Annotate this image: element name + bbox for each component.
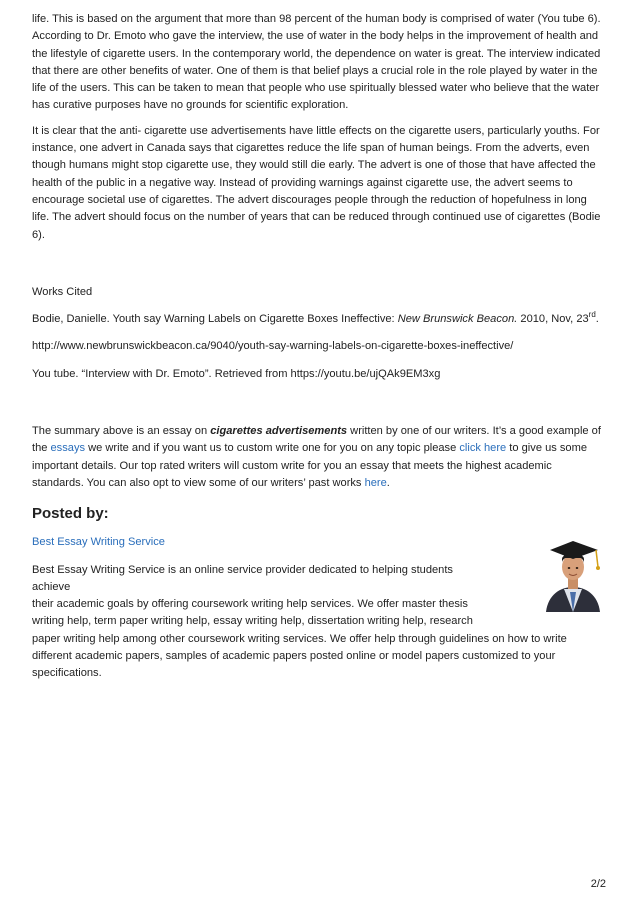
summary-paragraph [32, 423, 606, 492]
essays-link[interactable]: essays [50, 442, 86, 455]
bio-rest: paper writing help among other coursework writing services. We offer help through guidelines on how to write different academic papers, samples of academic papers posted online or model papers customized to your specifications. [32, 632, 567, 680]
author-link[interactable]: Best Essay Writing Service [32, 536, 165, 549]
document-page [32, 11, 606, 683]
summary-text-1: The summary above is an essay on [32, 425, 211, 438]
page-number: 2/2 [590, 878, 606, 890]
citation-url: http://www.newbrunswickbeacon.ca/9040/youth-say-warning-labels-on-cigarette-boxes-ineffective/ [32, 340, 514, 353]
citation-bodie-date: 2010, Nov, 23 [517, 313, 589, 326]
citation-bodie-title: New Brunswick Beacon. [397, 313, 518, 326]
bio-line-1: Best Essay Writing Service is an online service provider dedicated to helping students achieve [32, 563, 453, 593]
summary-text-4: to give us some important details. Our top rated writers will custom write for you an essay that meets the highest academic standards. You can also opt to view some of our writers’ past works [32, 442, 587, 489]
body-paragraph-1: life. This is based on the argument that more than 98 percent of the human body is comprised of water (You tube 6). According to Dr. Emoto who gave the interview, the use of water in the body helps in the improvement of health and the lifestyle of cigarette users. In the contemporary world, the dependence on water is great. The interview indicated that there are other benefits of water. One of them is that belief plays a crucial role in the role played by water in the life of the users. This can be taken to mean that people who use spiritually blessed water who believe that the water has curative purposes have no grounds for scientific exploration. [32, 13, 601, 112]
citation-youtube: You tube. “Interview with Dr. Emoto”. Retrieved from https://youtu.be/ujQAk9EM3xg [32, 367, 441, 380]
summary-text-5: . [386, 476, 390, 489]
author-avatar [540, 537, 606, 612]
summary-text-2: written by one of our writers. It’s a good example of the [32, 425, 601, 455]
summary-text-3: we write and if you want us to custom write one for you on any topic please [85, 442, 460, 455]
citation-bodie-sup: rd [588, 310, 596, 320]
body-paragraph-2: It is clear that the anti- cigarette use advertisements have little effects on the cigarette users, particularly youths. For instance, one advert in Canada says that cigarettes reduce the life span of human beings. From the adverts, even though humans might stop cigarette use, they would still die early. The advert is one of those that have affected the health of the public in a negative way. Instead of providing warnings against cigarette use, the advert seems to encourage societal use of cigarettes. The advert discourages people through the reduction of hopefulness in long life. The advert should focus on the number of years that can be reduced through continued use of cigarettes (Bodie 6). [32, 124, 601, 241]
bio-line-2: their academic goals by offering coursework writing help services. We offer master thesis [32, 598, 468, 611]
summary-topic: cigarettes advertisements [210, 425, 348, 438]
bio-line-3: writing help, term paper writing help, essay writing help, dissertation writing help, research [32, 615, 473, 628]
click-here-link[interactable]: click here [459, 442, 507, 455]
citation-bodie-end: . [595, 313, 599, 326]
posted-by-heading: Posted by: [32, 505, 109, 523]
here-link[interactable]: here [364, 476, 387, 489]
author-bio [32, 562, 606, 683]
citation-bodie-text: Bodie, Danielle. Youth say Warning Labels on Cigarette Boxes Ineffective: [32, 313, 398, 326]
works-cited-heading: Works Cited [32, 285, 93, 298]
citation-bodie [32, 311, 606, 328]
